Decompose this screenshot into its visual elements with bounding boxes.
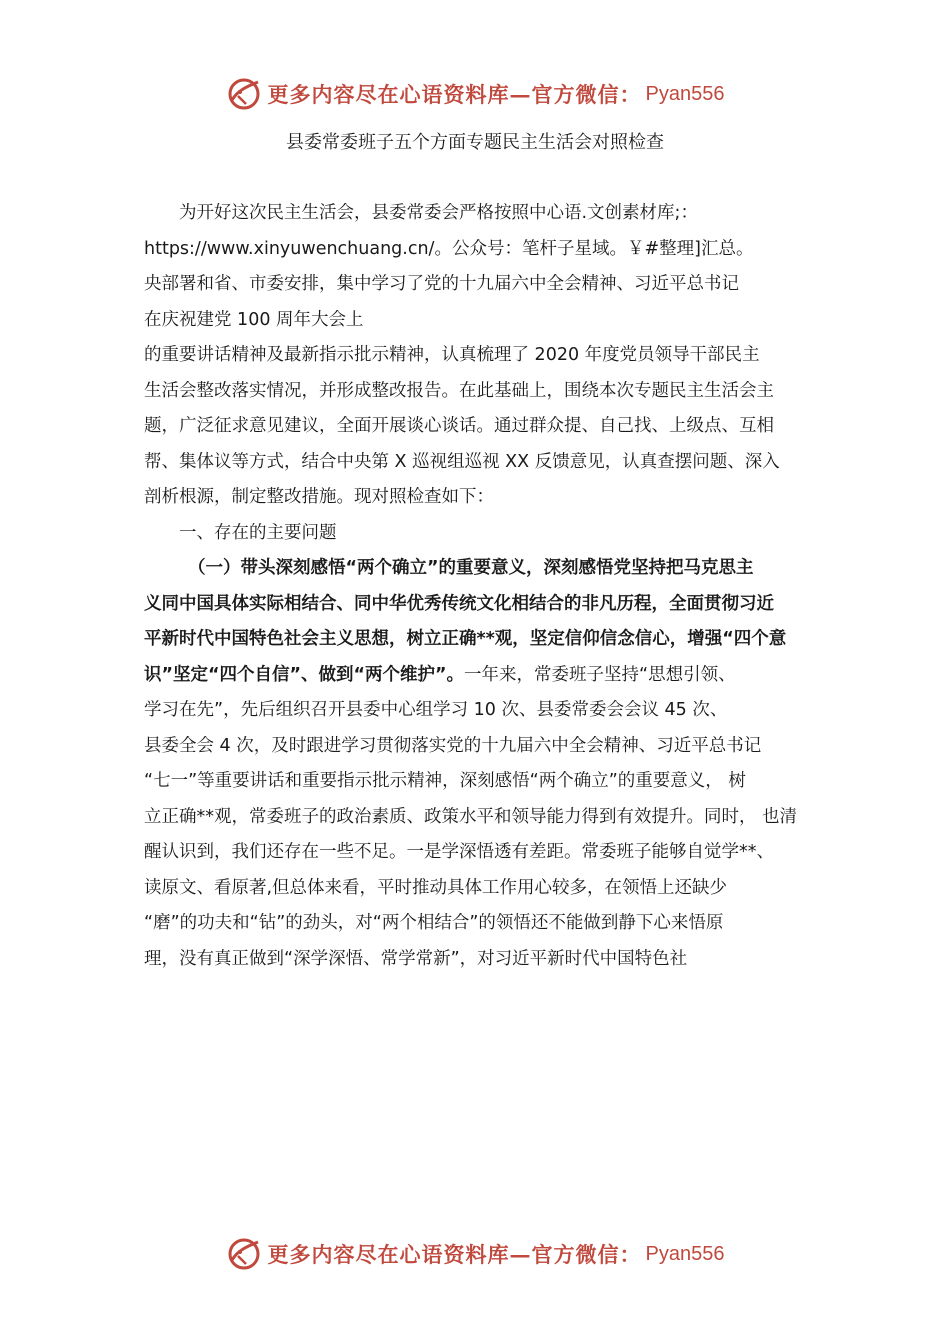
paragraph-line: 生活会整改落实情况，并形成整改报告。在此基础上，围绕本次专题民主生活会主 [144,380,774,401]
brush-stroke-logo-icon [226,76,262,112]
paragraph-line: 帮、集体议等方式，结合中央第 X 巡视组巡视 XX 反馈意见，认真查摆问题、深入 [144,451,780,472]
paragraph-line: 立正确**观，常委班子的政治素质、政策水平和领导能力得到有效提升。同时， 也清 [144,806,798,827]
bold-paragraph-line: 义同中国具体实际相结合、同中华优秀传统文化相结合的非凡历程，全面贯彻习近 [144,593,774,614]
bold-paragraph-line: 平新时代中国特色社会主义思想，树立正确**观，坚定信仰信念信心，增强“四个意 [144,629,787,649]
bold-paragraph-line: （一）带头深刻感悟“两个确立”的重要意义，深刻感悟党坚持把马克思主 [188,558,754,578]
paragraph-line: 的重要讲话精神及最新指示批示精神，认真梳理了 2020 年度党员领导干部民主 [144,345,760,365]
document-title: 县委常委班子五个方面专题民主生活会对照检查 [286,132,664,153]
paragraph-line: 在庆祝建党 100 周年大会上 [144,309,364,330]
header-watermark-banner [0,72,950,116]
paragraph-line: 学习在先”，先后组织召开县委中心组学习 10 次、县委常委会会议 45 次、 [144,700,728,720]
paragraph-line: 剖析根源，制定整改措施。现对照检查如下： [144,487,494,507]
wechat-id: Pyan556 [645,1242,725,1265]
paragraph-line: 央部署和省、市委安排，集中学习了党的十九届六中全会精神、习近平总书记 [144,274,739,294]
paragraph-line: https://www.xinyuwenchuang.cn/。公众号：笔杆子星域。￥#整理]汇总。 [144,238,754,259]
paragraph-line: 为开好这次民主生活会，县委常委会严格按照中心语.文创素材库;： [179,203,698,223]
footer-watermark-banner [0,1232,950,1276]
mixed-paragraph-line [144,658,820,694]
paragraph-line: 醒认识到，我们还存在一些不足。一是学深悟透有差距。常委班子能够自觉学**、 [144,842,774,862]
paragraph-line: 理，没有真正做到“深学深悟、常学常新”，对习近平新时代中国特色社 [144,948,688,969]
document-body [144,196,820,977]
paragraph-line: “磨”的功夫和“钻”的劲头，对“两个相结合”的领悟还不能做到静下心来悟原 [144,913,724,933]
paragraph-line: “七一”等重要讲话和重要指示批示精神，深刻感悟“两个确立”的重要意义， 树 [144,771,746,791]
paragraph-line: 县委全会 4 次，及时跟进学习贯彻落实党的十九届六中全会精神、习近平总书记 [144,735,762,756]
normal-segment: 一年来，常委班子坚持“思想引领、 [464,664,736,685]
paragraph-line: 题，广泛征求意见建议，全面开展谈心谈话。通过群众提、自己找、上级点、互相 [144,416,774,436]
brush-stroke-logo-icon [226,1236,262,1272]
wechat-id: Pyan556 [645,82,725,105]
bold-segment: 识”坚定“四个自信”、做到“两个维护”。 [144,664,465,685]
watermark-text: 更多内容尽在心语资料库—官方微信： [267,82,642,107]
watermark-text: 更多内容尽在心语资料库—官方微信： [267,1242,642,1267]
paragraph-line: 读原文、看原著,但总体来看，平时推动具体工作用心较多，在领悟上还缺少 [144,877,728,898]
section-heading: 一、存在的主要问题 [179,522,337,543]
